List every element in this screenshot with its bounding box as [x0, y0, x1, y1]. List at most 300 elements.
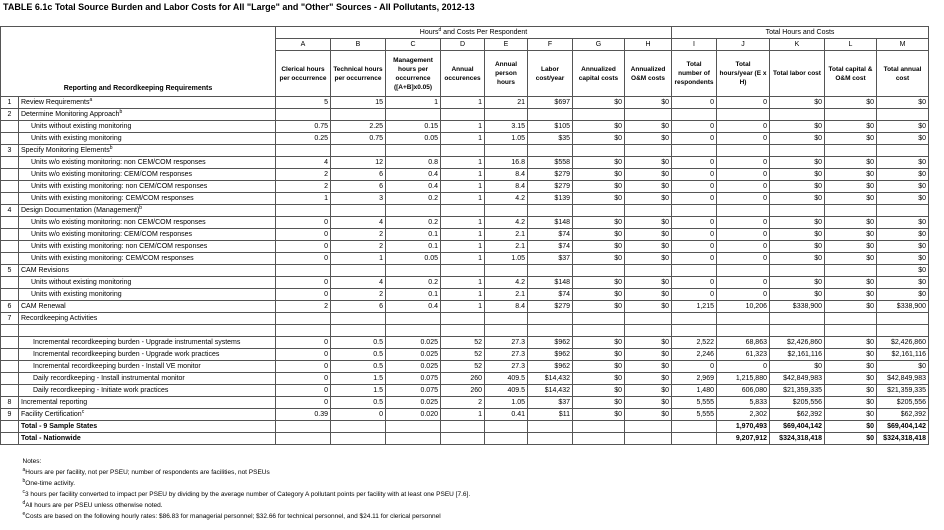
table-row: [1, 241, 929, 253]
cell-k: [770, 325, 825, 337]
cell-k: $62,392: [770, 409, 825, 421]
total-cell-k: $69,404,142: [770, 421, 825, 433]
cell-d: 1: [441, 301, 485, 313]
cell-h: $0: [625, 193, 672, 205]
cell-g: $0: [573, 409, 625, 421]
cell-l: $0: [825, 97, 877, 109]
total-cell-m: $324,318,418: [877, 433, 929, 445]
cell-l: $0: [825, 409, 877, 421]
cell-a: 0: [276, 385, 331, 397]
row-label: Units with existing monitoring: non CEM/COM responses: [19, 241, 276, 253]
cell-h: [625, 313, 672, 325]
cell-m: $0: [877, 169, 929, 181]
cell-i: [672, 325, 717, 337]
cell-c: 0.025: [386, 397, 441, 409]
cell-f: $37: [528, 397, 573, 409]
column-header-b: Technical hours per occurrence: [331, 51, 386, 97]
cell-m: $2,161,116: [877, 349, 929, 361]
cell-k: $0: [770, 121, 825, 133]
cell-l: [825, 205, 877, 217]
cell-e: 8.4: [485, 169, 528, 181]
cell-k: $0: [770, 241, 825, 253]
column-letter-e: E: [485, 39, 528, 51]
cell-f: $279: [528, 181, 573, 193]
cell-a: 1: [276, 193, 331, 205]
cell-b: 3: [331, 193, 386, 205]
cell-i: 1,215: [672, 301, 717, 313]
cell-k: $0: [770, 193, 825, 205]
cell-l: $0: [825, 157, 877, 169]
cell-g: $0: [573, 229, 625, 241]
cell-b: 2: [331, 289, 386, 301]
cell-b: 0.5: [331, 361, 386, 373]
total-cell-g: [573, 433, 625, 445]
row-label: Units w/o existing monitoring: non CEM/COM responses: [19, 157, 276, 169]
cell-a: 0: [276, 289, 331, 301]
cell-l: $0: [825, 193, 877, 205]
row-number: 2: [1, 109, 19, 121]
notes-title: Notes:: [22, 457, 42, 465]
cell-d: 1: [441, 121, 485, 133]
cell-g: $0: [573, 241, 625, 253]
cell-j: 0: [717, 229, 770, 241]
table-row: [1, 109, 929, 121]
cell-g: [573, 265, 625, 277]
total-cell-c: [386, 421, 441, 433]
cell-k: $0: [770, 133, 825, 145]
cell-l: $0: [825, 229, 877, 241]
cell-e: 4.2: [485, 217, 528, 229]
cell-i: 0: [672, 133, 717, 145]
cell-g: $0: [573, 181, 625, 193]
cell-c: 0.15: [386, 121, 441, 133]
cell-c: 0.05: [386, 253, 441, 265]
cell-k: $0: [770, 277, 825, 289]
row-label: Incremental reporting: [19, 397, 276, 409]
cell-j: 0: [717, 157, 770, 169]
row-number: 5: [1, 265, 19, 277]
table-row: [1, 313, 929, 325]
row-number: 3: [1, 145, 19, 157]
cell-l: [825, 325, 877, 337]
cell-d: 1: [441, 289, 485, 301]
cell-c: 1: [386, 97, 441, 109]
cell-a: 5: [276, 97, 331, 109]
cell-j: [717, 325, 770, 337]
cell-b: 15: [331, 97, 386, 109]
cell-f: [528, 325, 573, 337]
column-header-i: Total number of respondents: [672, 51, 717, 97]
cell-c: [386, 109, 441, 121]
total-cell-l: $0: [825, 433, 877, 445]
cell-e: 4.2: [485, 277, 528, 289]
cell-j: 0: [717, 241, 770, 253]
cell-k: $0: [770, 253, 825, 265]
cell-c: 0.025: [386, 337, 441, 349]
cell-f: $74: [528, 229, 573, 241]
cell-e: [485, 313, 528, 325]
row-number: 4: [1, 205, 19, 217]
cell-h: $0: [625, 229, 672, 241]
cell-i: 0: [672, 169, 717, 181]
row-number: 6: [1, 301, 19, 313]
total-cell-i: [672, 433, 717, 445]
cell-c: 0.2: [386, 277, 441, 289]
cell-a: [276, 313, 331, 325]
row-number: [1, 289, 19, 301]
cell-k: $0: [770, 181, 825, 193]
cell-m: [877, 313, 929, 325]
cell-e: [485, 325, 528, 337]
row-number: 9: [1, 409, 19, 421]
cell-e: [485, 265, 528, 277]
cell-b: [331, 325, 386, 337]
cell-g: $0: [573, 193, 625, 205]
row-label: Daily recordkeeping - Install instrumental monitor: [19, 373, 276, 385]
cell-a: 0.39: [276, 409, 331, 421]
row-label: Units w/o existing monitoring: non CEM/COM responses: [19, 217, 276, 229]
cell-i: 0: [672, 121, 717, 133]
cell-m: $0: [877, 181, 929, 193]
cell-k: [770, 109, 825, 121]
cell-e: 1.05: [485, 253, 528, 265]
cell-c: 0.8: [386, 157, 441, 169]
cell-h: $0: [625, 181, 672, 193]
cell-d: [441, 109, 485, 121]
cell-f: [528, 145, 573, 157]
cell-m: $21,359,335: [877, 385, 929, 397]
cell-k: [770, 313, 825, 325]
row-number: [1, 121, 19, 133]
cell-c: 0.4: [386, 169, 441, 181]
cell-l: $0: [825, 133, 877, 145]
cell-d: 1: [441, 97, 485, 109]
cell-a: 0.75: [276, 121, 331, 133]
column-header-g: Annualized capital costs: [573, 51, 625, 97]
cell-d: 1: [441, 193, 485, 205]
cell-d: [441, 145, 485, 157]
table-row: [1, 409, 929, 421]
cell-h: $0: [625, 169, 672, 181]
footnote: $^e$Costs are based on the following hourly rates: $86.83 for managerial personnel; $32.66 for technical personnel, and $24.11 for clerical personnel: [22, 511, 441, 520]
cell-j: 0: [717, 169, 770, 181]
cell-b: 1.5: [331, 373, 386, 385]
cell-h: $0: [625, 409, 672, 421]
cell-m: $0: [877, 277, 929, 289]
column-letter-g: G: [573, 39, 625, 51]
table-title: TABLE 6.1c Total Source Burden and Labor Costs for All "Large" and "Other" Sources - All Pollutants, 2012-13: [3, 2, 475, 12]
cell-l: $0: [825, 373, 877, 385]
cell-g: $0: [573, 217, 625, 229]
cell-i: [672, 205, 717, 217]
cell-e: [485, 145, 528, 157]
cell-j: 0: [717, 277, 770, 289]
cell-m: $0: [877, 133, 929, 145]
cell-l: $0: [825, 385, 877, 397]
cell-b: 6: [331, 181, 386, 193]
cell-g: [573, 109, 625, 121]
cell-k: $0: [770, 289, 825, 301]
total-label: Total - 9 Sample States: [19, 421, 276, 433]
column-letter-d: D: [441, 39, 485, 51]
cell-h: $0: [625, 349, 672, 361]
row-number: [1, 229, 19, 241]
footnote: $^c$3 hours per facility converted to impact per PSEU by dividing by the average number of Category A pollutant points per facility with at least one PSEU [7.6].: [22, 489, 471, 498]
cell-a: 4: [276, 157, 331, 169]
row-label: Daily recordkeeping - Initiate work practices: [19, 385, 276, 397]
cell-d: 1: [441, 229, 485, 241]
cell-h: $0: [625, 289, 672, 301]
column-letter-c: C: [386, 39, 441, 51]
cell-k: [770, 205, 825, 217]
cell-j: 0: [717, 217, 770, 229]
column-header-k: Total labor cost: [770, 51, 825, 97]
table-row: [1, 397, 929, 409]
row-number: [1, 181, 19, 193]
total-cell-a: [276, 421, 331, 433]
total-cell-j: 9,207,912: [717, 433, 770, 445]
cell-f: [528, 265, 573, 277]
table-row: [1, 373, 929, 385]
cell-c: [386, 265, 441, 277]
cell-m: $62,392: [877, 409, 929, 421]
footnote: $^d$All hours are per PSEU unless otherwise noted.: [22, 500, 163, 509]
row-label: Recordkeeping Activities: [19, 313, 276, 325]
row-number: [1, 385, 19, 397]
cell-j: 5,833: [717, 397, 770, 409]
cell-f: $74: [528, 241, 573, 253]
cell-j: 10,206: [717, 301, 770, 313]
total-cell-a: [276, 433, 331, 445]
table-row: [1, 205, 929, 217]
row-number: 7: [1, 313, 19, 325]
row-label: Design Documentation (Management)$^b$: [19, 205, 276, 217]
table-row: [1, 229, 929, 241]
total-cell-e: [485, 421, 528, 433]
cell-j: 0: [717, 253, 770, 265]
cell-j: 1,215,880: [717, 373, 770, 385]
cell-l: $0: [825, 361, 877, 373]
table-row: [1, 277, 929, 289]
cell-g: $0: [573, 385, 625, 397]
cell-a: 0: [276, 277, 331, 289]
cell-g: $0: [573, 277, 625, 289]
header-group-per-respondent: Hours$^d$ and Costs Per Respondent: [276, 27, 672, 39]
cell-d: 52: [441, 337, 485, 349]
cell-d: [441, 313, 485, 325]
table-row: [1, 289, 929, 301]
table-row: [1, 349, 929, 361]
cell-f: $105: [528, 121, 573, 133]
row-number: [1, 157, 19, 169]
cell-h: $0: [625, 241, 672, 253]
cell-k: $2,426,860: [770, 337, 825, 349]
cell-i: 0: [672, 277, 717, 289]
cell-m: $0: [877, 229, 929, 241]
cell-i: 0: [672, 193, 717, 205]
cell-a: 0: [276, 337, 331, 349]
total-cell-k: $324,318,418: [770, 433, 825, 445]
spacer-row: [1, 445, 929, 457]
cell-f: $37: [528, 253, 573, 265]
cell-j: 0: [717, 361, 770, 373]
row-number: [1, 349, 19, 361]
column-letter-h: H: [625, 39, 672, 51]
cell-l: $0: [825, 169, 877, 181]
cell-a: 0: [276, 349, 331, 361]
cell-d: 2: [441, 397, 485, 409]
cell-c: 0.020: [386, 409, 441, 421]
cell-b: 2.25: [331, 121, 386, 133]
row-label: CAM Revisions: [19, 265, 276, 277]
column-header-l: Total capital & O&M cost: [825, 51, 877, 97]
cell-d: 1: [441, 277, 485, 289]
cell-c: 0.2: [386, 193, 441, 205]
cell-i: 0: [672, 229, 717, 241]
table-row: [1, 265, 929, 277]
cell-i: 1,480: [672, 385, 717, 397]
row-number: [1, 277, 19, 289]
cell-h: [625, 109, 672, 121]
cell-l: $0: [825, 349, 877, 361]
total-cell-f: [528, 433, 573, 445]
cell-k: $21,359,335: [770, 385, 825, 397]
cell-m: $0: [877, 361, 929, 373]
cell-b: [331, 265, 386, 277]
row-number: [1, 373, 19, 385]
cell-g: $0: [573, 289, 625, 301]
cell-a: 0: [276, 241, 331, 253]
row-number: [1, 133, 19, 145]
cell-m: $205,556: [877, 397, 929, 409]
row-label: Incremental recordkeeping burden - Upgrade instrumental systems: [19, 337, 276, 349]
row-label: Units with existing monitoring: [19, 289, 276, 301]
cell-f: $962: [528, 337, 573, 349]
total-cell-e: [485, 433, 528, 445]
cell-f: $148: [528, 217, 573, 229]
cell-f: $139: [528, 193, 573, 205]
row-label: Units with existing monitoring: non CEM/COM responses: [19, 181, 276, 193]
cell-h: $0: [625, 157, 672, 169]
total-cell-b: [331, 433, 386, 445]
cell-h: $0: [625, 373, 672, 385]
cell-i: 5,555: [672, 397, 717, 409]
cell-g: $0: [573, 337, 625, 349]
cell-a: [276, 265, 331, 277]
cell-g: $0: [573, 133, 625, 145]
row-label: Incremental recordkeeping burden - Upgrade work practices: [19, 349, 276, 361]
cell-l: $0: [825, 181, 877, 193]
cell-e: 409.5: [485, 373, 528, 385]
cell-g: [573, 145, 625, 157]
cell-c: 0.1: [386, 229, 441, 241]
note-row: [1, 489, 929, 500]
row-number: [1, 169, 19, 181]
cell-c: 0.075: [386, 373, 441, 385]
cell-g: $0: [573, 169, 625, 181]
cell-f: [528, 109, 573, 121]
cell-b: 1: [331, 253, 386, 265]
cell-b: [331, 145, 386, 157]
cell-k: $0: [770, 97, 825, 109]
cell-j: [717, 109, 770, 121]
cell-h: [625, 205, 672, 217]
cell-a: [276, 325, 331, 337]
cell-i: 0: [672, 157, 717, 169]
cell-c: [386, 145, 441, 157]
cell-m: $0: [877, 253, 929, 265]
cell-f: $74: [528, 289, 573, 301]
column-letter-k: K: [770, 39, 825, 51]
table-row: [1, 133, 929, 145]
note-row: [1, 511, 929, 522]
cell-i: 2,522: [672, 337, 717, 349]
cell-e: 8.4: [485, 301, 528, 313]
cell-k: $0: [770, 157, 825, 169]
total-cell-b: [331, 421, 386, 433]
cell-m: [877, 145, 929, 157]
cell-d: [441, 265, 485, 277]
cell-e: 3.15: [485, 121, 528, 133]
cell-j: 2,302: [717, 409, 770, 421]
cell-b: [331, 313, 386, 325]
cell-b: 0.75: [331, 133, 386, 145]
cell-i: 5,555: [672, 409, 717, 421]
cell-m: $0: [877, 289, 929, 301]
cell-k: [770, 265, 825, 277]
cell-h: $0: [625, 397, 672, 409]
cell-h: $0: [625, 301, 672, 313]
cell-l: $0: [825, 121, 877, 133]
cell-j: 0: [717, 181, 770, 193]
row-number: [1, 433, 19, 445]
cell-j: [717, 313, 770, 325]
cell-f: $148: [528, 277, 573, 289]
cell-a: 0: [276, 361, 331, 373]
note-row: [1, 467, 929, 478]
table-row: [1, 145, 929, 157]
cell-d: 1: [441, 409, 485, 421]
cell-k: $0: [770, 217, 825, 229]
cell-b: 1.5: [331, 385, 386, 397]
column-header-e: Annual person hours: [485, 51, 528, 97]
cell-h: $0: [625, 217, 672, 229]
cell-j: 606,080: [717, 385, 770, 397]
cell-e: 1.05: [485, 397, 528, 409]
column-header-m: Total annual cost: [877, 51, 929, 97]
cell-d: 1: [441, 181, 485, 193]
cell-e: 2.1: [485, 229, 528, 241]
cell-l: $0: [825, 241, 877, 253]
row-label: Units w/o existing monitoring: CEM/COM responses: [19, 169, 276, 181]
cell-f: $697: [528, 97, 573, 109]
cell-a: 2: [276, 169, 331, 181]
column-letter-b: B: [331, 39, 386, 51]
cell-h: $0: [625, 121, 672, 133]
cell-b: 0.5: [331, 337, 386, 349]
cell-c: 0.2: [386, 217, 441, 229]
cell-d: [441, 205, 485, 217]
cell-j: 61,323: [717, 349, 770, 361]
cell-h: $0: [625, 385, 672, 397]
cell-i: [672, 109, 717, 121]
cell-l: $0: [825, 277, 877, 289]
cell-c: 0.025: [386, 361, 441, 373]
column-header-h: Annualized O&M costs: [625, 51, 672, 97]
cell-c: 0.025: [386, 349, 441, 361]
cell-i: 2,246: [672, 349, 717, 361]
cell-a: 0: [276, 373, 331, 385]
